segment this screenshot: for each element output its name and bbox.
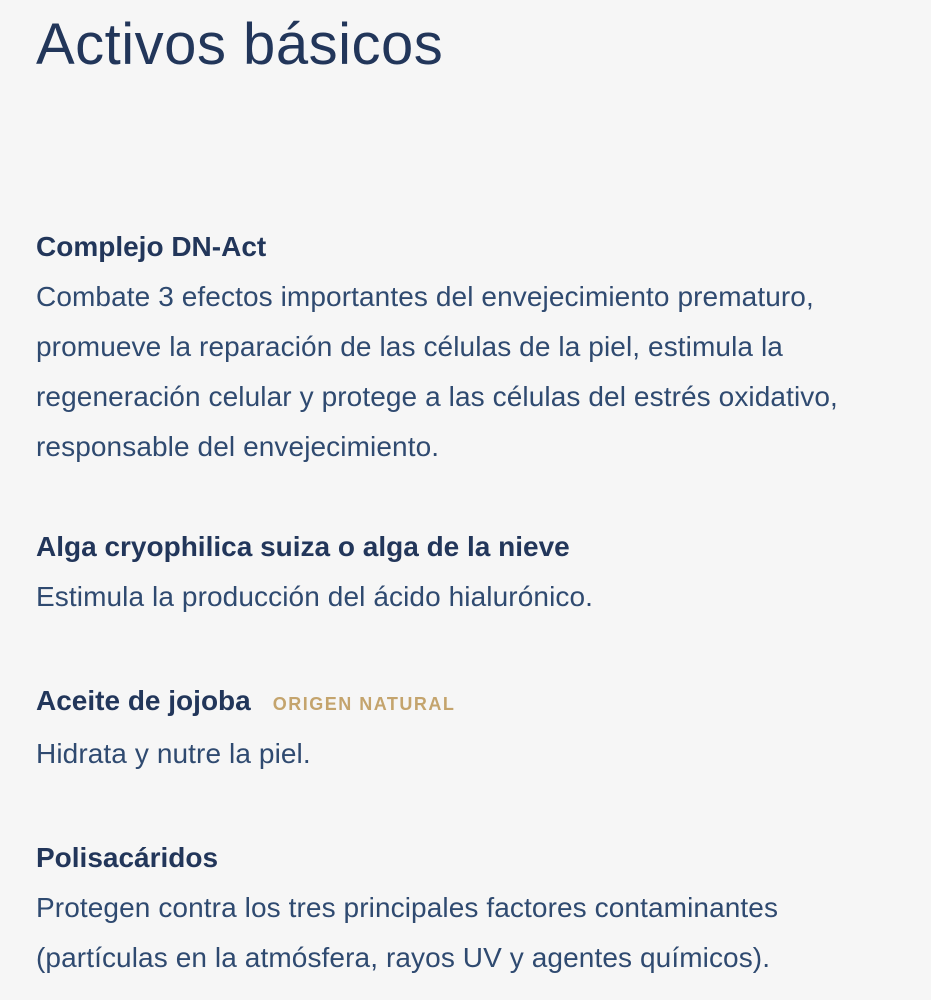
active-item-alga-cryophilica: [36, 524, 916, 622]
active-heading: [36, 678, 916, 727]
actives-list: [36, 224, 916, 983]
active-name: Aceite de jojoba: [36, 685, 251, 716]
active-name: Complejo DN-Act: [36, 231, 267, 262]
active-heading: [36, 224, 916, 270]
active-heading: [36, 524, 916, 570]
active-item-polisacaridos: [36, 835, 916, 983]
active-name: Polisacáridos: [36, 842, 219, 873]
active-heading: [36, 835, 916, 881]
active-item-complejo-dn-act: [36, 224, 916, 472]
page-title: Activos básicos: [36, 12, 444, 77]
active-description: Combate 3 efectos importantes del envejecimiento prematuro, promueve la reparación de las células de la piel, estimula la regeneración celular y protege a las células del estrés oxidativo, responsable del envejecimiento.: [36, 281, 838, 462]
active-name: Alga cryophilica suiza o alga de la nieve: [36, 531, 570, 562]
active-item-aceite-de-jojoba: [36, 678, 916, 779]
active-description: Hidrata y nutre la piel.: [36, 738, 311, 769]
origin-badge: ORIGEN NATURAL: [272, 694, 456, 714]
active-description: Estimula la producción del ácido hialurónico.: [36, 581, 594, 612]
active-description: Protegen contra los tres principales factores contaminantes (partículas en la atmósfera, rayos UV y agentes químicos).: [36, 892, 779, 973]
